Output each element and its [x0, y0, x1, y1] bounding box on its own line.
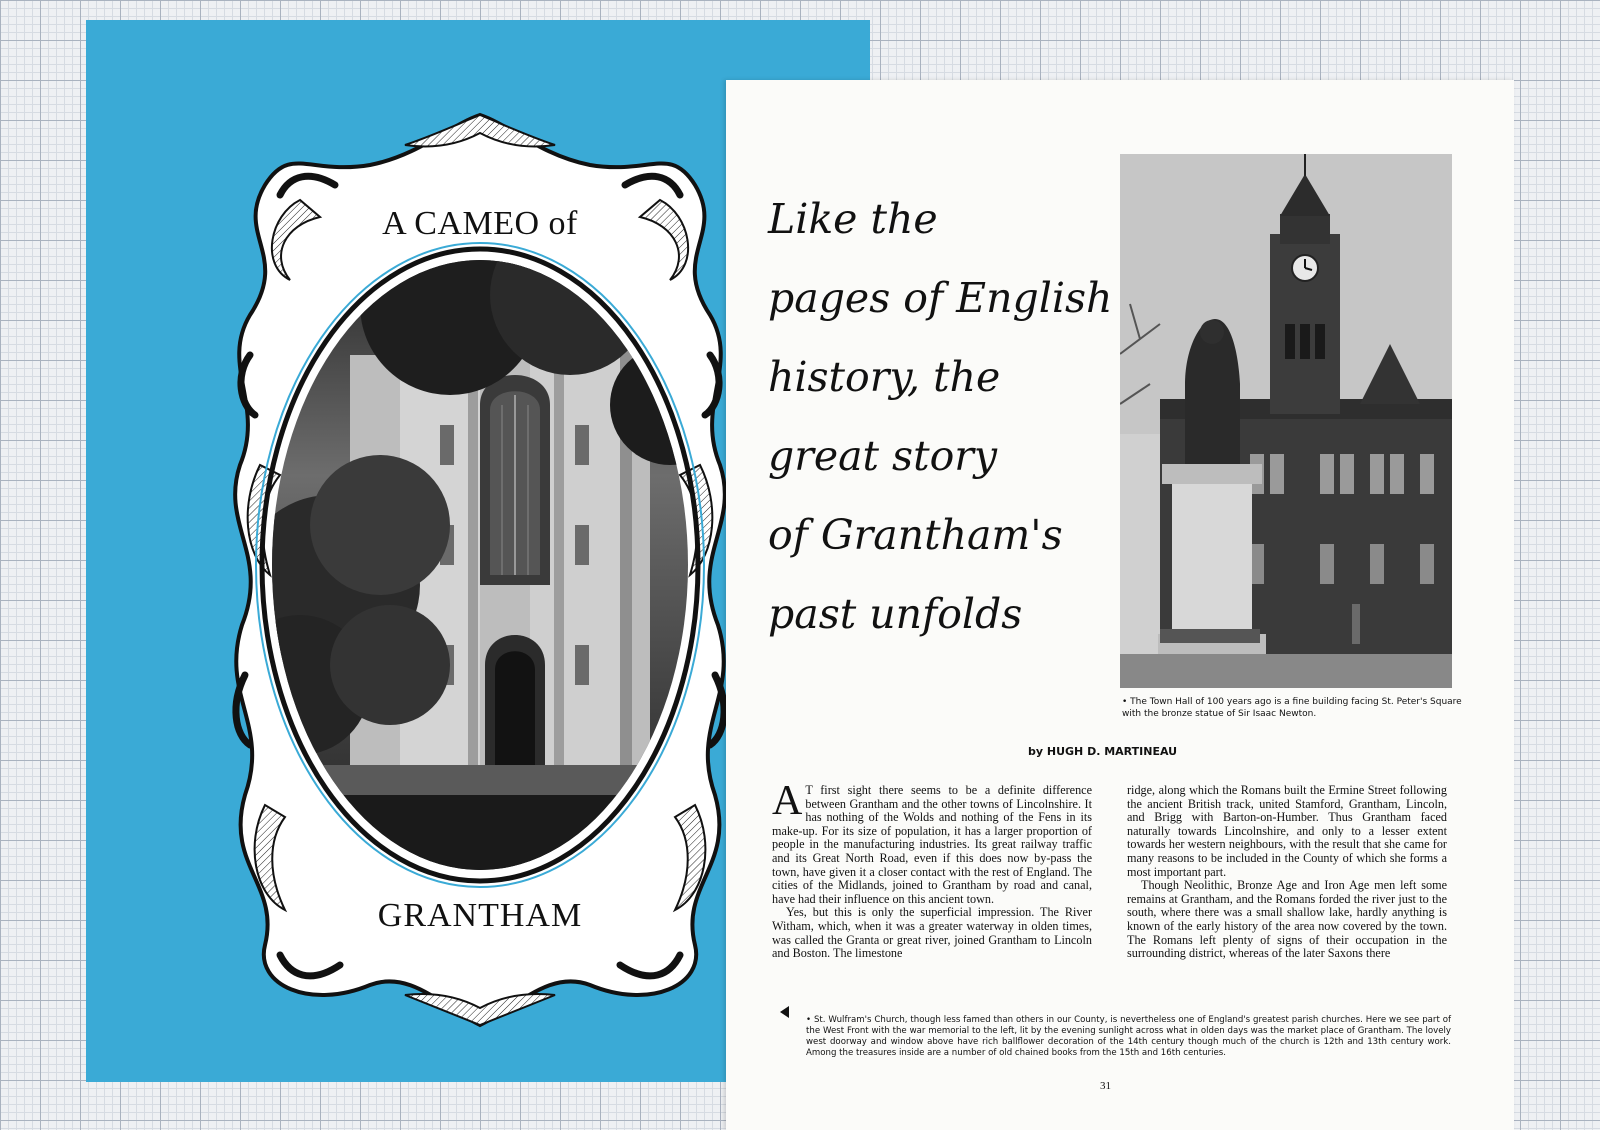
paragraph: Though Neolithic, Bronze Age and Iron Age men left some remains at Grantham, and the Romans forded the river just to the south, where there was a small shallow lake, hardly anything is known of the early history of the area now covered by the town. The Romans left plenty of signs of their occupation in the surrounding district, whereas of the later Saxons there	[1127, 878, 1447, 961]
church-caption: • St. Wulfram's Church, though less famed than others in our County, is nevertheless one of England's greatest parish churches. Here we see part of the West Front with the war memorial to the left, lit by the evening sunlight across what in olden days was the market place of Grantham. The lovely west doorway and window above have rich ballflower decoration of the 14th century though much of the church is 12th and 13th century work. Among the treasures inside are a number of old chained books from the 15th and 16th centuries.	[806, 1015, 1451, 1058]
headline-line: history, the	[768, 353, 1001, 401]
page-number: 31	[1100, 1080, 1111, 1092]
cover-title: A CAMEO of	[382, 205, 578, 242]
headline-line: Like the	[768, 195, 938, 243]
byline: by HUGH D. MARTINEAU	[1028, 745, 1178, 758]
headline-line: great story	[768, 432, 998, 480]
drop-cap: A	[772, 778, 803, 824]
article-column-1	[772, 778, 1092, 961]
paragraph: Yes, but this is only the superficial impression. The River Witham, which, when it was a greater waterway in olden times, was called the Granta or great river, joined Grantham to Lincoln and Boston. The limestone	[772, 905, 1092, 961]
article-column-2	[1127, 784, 1447, 961]
headline-line: of Grantham's	[768, 511, 1063, 559]
headline-line: past unfolds	[768, 590, 1023, 638]
left-arrow-icon	[780, 1006, 789, 1018]
paragraph: ridge, along which the Romans built the Ermine Street following the ancient British track, united Stamford, Grantham, Lincoln, and Brigg with Barton-on-Humber. Thus Grantham faced naturally towards Lincolnshire, and only to a lesser extent towards her western neighbours, with the result that she came for many reasons to be included in the County of which she forms a most important part.	[1127, 783, 1447, 879]
headline-line: pages of English	[768, 274, 1113, 322]
photo-caption: • The Town Hall of 100 years ago is a fine building facing St. Peter's Square with the bronze statue of Sir Isaac Newton.	[1122, 697, 1462, 719]
paragraph: T first sight there seems to be a definite difference between Grantham and the other towns of Lincolnshire. It has nothing of the Wolds and nothing of the Fens in its make-up. For its size of population, it has a larger proportion of people in the manufacturing industries. Its great railway traffic and its Great North Road, even if this does now by-pass the town, have given it a closer contact with the rest of England. The cities of the Midlands, joined to Grantham by road and canal, have had their influence on this ancient town.	[772, 783, 1092, 906]
town-hall-photo	[1120, 154, 1452, 688]
cameo-frame	[150, 105, 730, 1035]
cover-town-name: GRANTHAM	[377, 897, 583, 934]
headline	[768, 180, 1128, 654]
